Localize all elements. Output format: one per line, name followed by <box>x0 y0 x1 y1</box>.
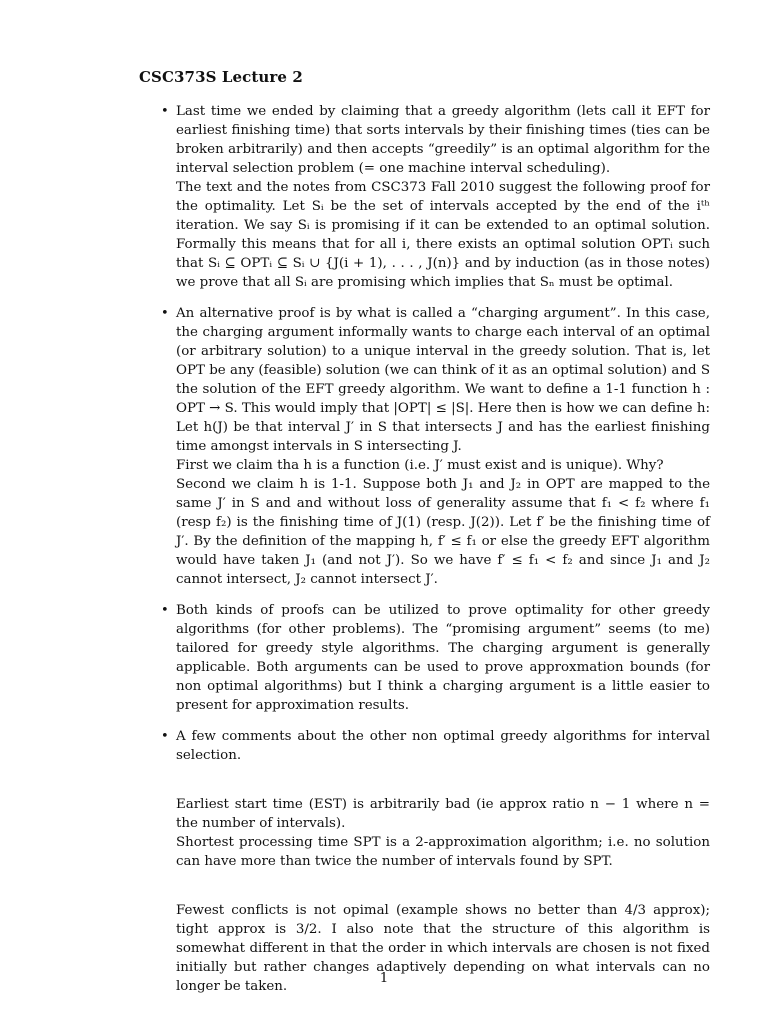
bullet-item-eft-claim <box>161 102 710 292</box>
bullet-item-charging-argument <box>161 304 710 589</box>
paragraph: Shortest processing time SPT is a 2-approximation algorithm; i.e. no solution can have more than twice the number of intervals found by SPT. <box>176 835 710 869</box>
bullet-icon: • <box>161 104 169 119</box>
paragraph: Both kinds of proofs can be utilized to prove optimality for other greedy algorithms (for other problems). The “promising argument” seems (to me) tailored for greedy style algorithms. The charging argument is generally applicable. Both arguments can be used to prove approxmation bounds (for non optimal algorithms) but I think a charging argument is a little easier to present for approximation results. <box>176 603 710 713</box>
bullet-item-non-optimal <box>161 727 710 765</box>
bullet-icon: • <box>161 306 169 321</box>
lecture-body <box>161 102 710 996</box>
paragraph: Last time we ended by claiming that a greedy algorithm (lets call it EFT for earliest finishing time) that sorts intervals by their finishing times (ties can be broken arbitrarily) and then accepts “greedily” is an optimal algorithm for the interval selection problem (= one machine interval scheduling). <box>176 104 710 176</box>
bullet-icon: • <box>161 729 169 744</box>
paragraph: An alternative proof is by what is called a “charging argument”. In this case, the charging argument informally wants to charge each interval of an optimal (or arbitrary solution) to a unique interval in the greedy solution. That is, let OPT be any (feasible) solution (we can think of it as an optimal solution) and S the solution of the EFT greedy algorithm. We want to define a 1-1 function h : OPT → S. This would imply that |OPT| ≤ |S|. Here then is how we can define h: Let h(J) be that interval J′ in S that intersects J and has the earliest finishing time amongst intervals in S intersecting J. <box>176 306 710 454</box>
paragraph-group-est-spt <box>176 795 710 871</box>
paragraph: Earliest start time (EST) is arbitrarily bad (ie approx ratio n − 1 where n = the number of intervals). <box>176 797 710 831</box>
paragraph: The text and the notes from CSC373 Fall 2010 suggest the following proof for the optimality. Let Sᵢ be the set of intervals accepted by the end of the iᵗʰ iteration. We say Sᵢ is promising if it can be extended to an optimal solution. Formally this means that for all i, there exists an optimal solution OPTᵢ such that Sᵢ ⊆ OPTᵢ ⊆ Sᵢ ∪ {J(i + 1), . . . , J(n)} and by induction (as in those notes) we prove that all Sᵢ are promising which implies that Sₙ must be optimal. <box>176 180 710 290</box>
paragraph: Fewest conflicts is not opimal (example shows no better than 4/3 approx); tight approx is 3/2. I also note that the structure of this algorithm is somewhat different in that the order in which intervals are chosen is not fixed initially but rather changes adaptively depending on what intervals can no longer be taken. <box>176 903 710 994</box>
page-number: 1 <box>379 971 389 986</box>
bullet-icon: • <box>161 603 169 618</box>
paragraph: Second we claim h is 1-1. Suppose both J₁ and J₂ in OPT are mapped to the same J′ in S and and without loss of generality assume that f₁ < f₂ where f₁ (resp f₂) is the finishing time of J(1) (resp. J(2)). Let f′ be the finishing time of J′. By the definition of the mapping h, f′ ≤ f₁ or else the greedy EFT algorithm would have taken J₁ (and not J′). So we have f′ ≤ f₁ < f₂ and since J₁ and J₂ cannot intersect, J₂ cannot intersect J′. <box>176 477 710 587</box>
paragraph: A few comments about the other non optimal greedy algorithms for interval selection. <box>176 729 710 763</box>
paragraph: First we claim tha h is a function (i.e. J′ must exist and is unique). Why? <box>176 458 664 473</box>
bullet-item-proof-kinds <box>161 601 710 715</box>
lecture-title: CSC373S Lecture 2 <box>139 68 303 86</box>
